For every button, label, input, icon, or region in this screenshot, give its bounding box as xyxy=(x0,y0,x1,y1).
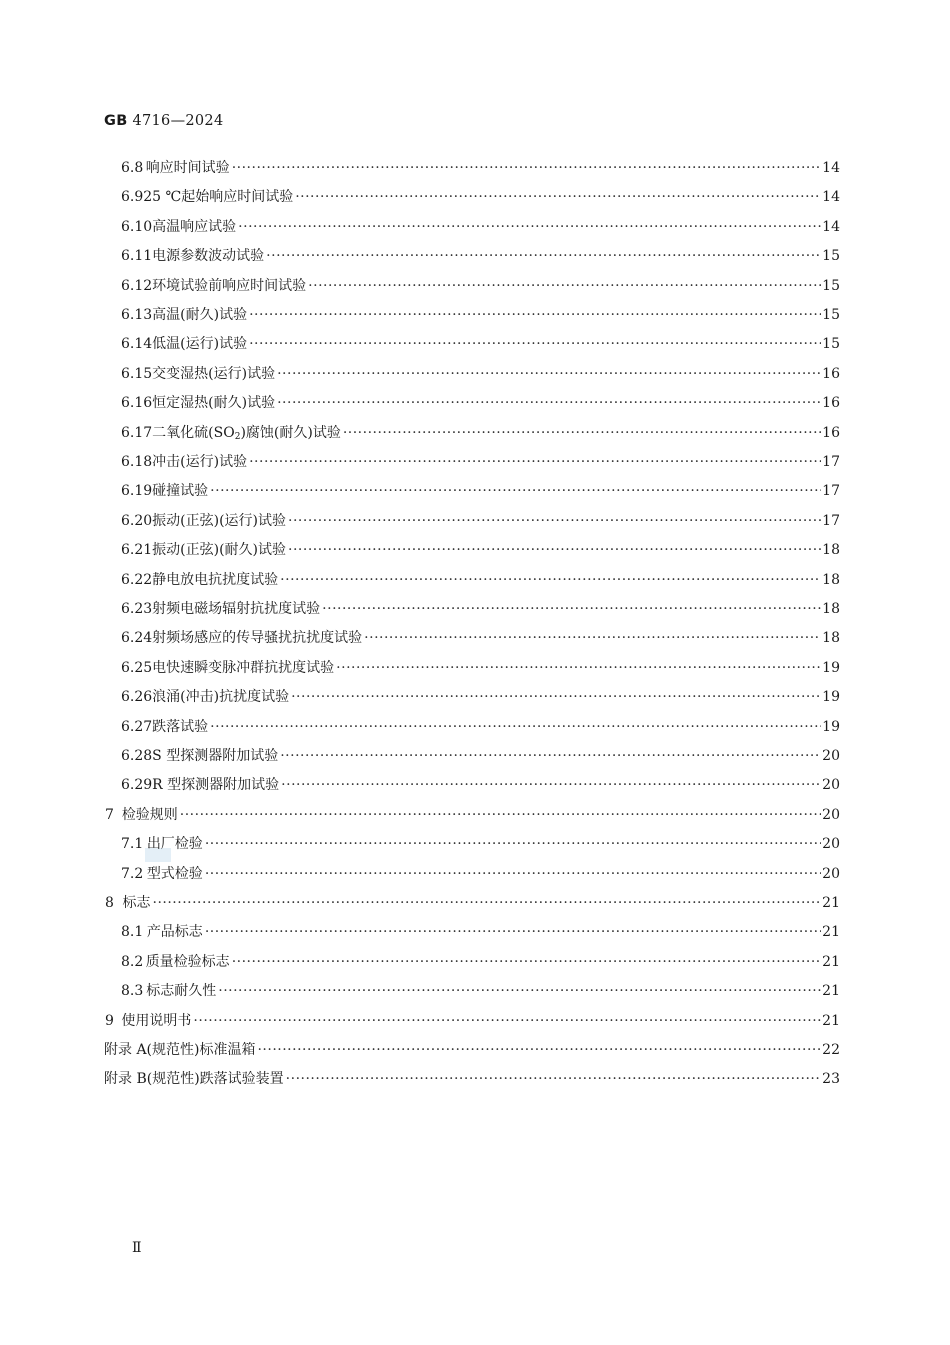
page-number: Ⅱ xyxy=(132,1240,142,1256)
toc-entry[interactable] xyxy=(105,892,840,914)
toc-page-number: 16 xyxy=(822,395,840,412)
toc-entry[interactable] xyxy=(121,157,840,179)
toc-entry[interactable] xyxy=(121,833,840,855)
toc-leader-dots xyxy=(180,804,821,826)
toc-entry[interactable] xyxy=(121,275,840,297)
toc-leader-dots xyxy=(295,186,821,208)
toc-entry[interactable] xyxy=(121,510,840,532)
toc-number: 6.8 xyxy=(121,160,144,176)
toc-page-number: 19 xyxy=(822,689,840,706)
toc-number: 8.3 xyxy=(121,983,144,1000)
toc-title: 恒定湿热(耐久)试验 xyxy=(152,395,276,412)
toc-page-number: 17 xyxy=(822,512,840,529)
toc-number: 6.14 xyxy=(121,336,153,353)
toc-entry[interactable] xyxy=(121,686,840,708)
toc-entry[interactable] xyxy=(121,921,840,943)
toc-number: 6.16 xyxy=(121,395,153,412)
toc-title: 响应时间试验 xyxy=(145,160,230,176)
toc-number: 6.17 xyxy=(121,424,153,441)
toc-title: 标志 xyxy=(122,895,151,911)
toc-number: 7 xyxy=(105,806,114,823)
toc-page-number: 19 xyxy=(822,659,840,676)
toc-title: 冲击(运行)试验 xyxy=(152,454,248,470)
toc-number: 6.26 xyxy=(121,689,153,706)
toc-title: S 型探测器附加试验 xyxy=(152,748,279,764)
toc-leader-dots xyxy=(288,539,821,561)
toc-leader-dots xyxy=(205,833,821,855)
toc-number: 6.25 xyxy=(121,659,153,676)
toc-leader-dots xyxy=(232,951,821,973)
toc-number: 6.9 xyxy=(121,189,144,206)
toc-entry[interactable] xyxy=(104,1039,840,1061)
toc-number: 6.20 xyxy=(121,512,153,529)
toc-page-number: 14 xyxy=(822,189,840,206)
toc-entry[interactable] xyxy=(121,627,840,649)
toc-title: 标准温箱 xyxy=(199,1042,256,1058)
toc-title: 高温(耐久)试验 xyxy=(152,307,248,323)
toc-entry[interactable] xyxy=(121,716,840,738)
toc-leader-dots xyxy=(153,892,822,914)
toc-number: 8 xyxy=(105,895,114,911)
toc-number: 6.18 xyxy=(121,454,153,470)
toc-number: 6.22 xyxy=(121,571,153,588)
toc-leader-dots xyxy=(281,774,821,796)
toc-title: R 型探测器附加试验 xyxy=(152,777,280,794)
toc-leader-dots xyxy=(218,980,821,1002)
toc-page-number: 17 xyxy=(822,483,840,500)
toc-title: 使用说明书 xyxy=(121,1012,192,1029)
toc-page-number: 18 xyxy=(822,542,840,559)
toc-entry[interactable] xyxy=(121,392,840,414)
toc-title: 电源参数波动试验 xyxy=(152,248,265,265)
toc-number: 7.2 xyxy=(121,865,144,882)
toc-title: 质量检验标志 xyxy=(145,953,230,970)
toc-page-number: 18 xyxy=(822,601,840,617)
toc-title: 25 ℃起始响应时间试验 xyxy=(143,189,294,206)
toc-page-number: 19 xyxy=(822,718,840,735)
toc-page-number: 15 xyxy=(822,307,840,323)
toc-number: 附录 A(规范性) xyxy=(104,1042,200,1058)
toc-number: 8.2 xyxy=(121,953,144,970)
toc-number: 8.1 xyxy=(121,924,144,941)
toc-page-number: 16 xyxy=(822,424,840,441)
document-header xyxy=(104,113,224,129)
toc-page-number: 21 xyxy=(822,953,840,970)
toc-leader-dots xyxy=(249,451,821,473)
toc-number: 6.12 xyxy=(121,277,153,294)
toc-number: 6.24 xyxy=(121,630,153,647)
toc-number: 7.1 xyxy=(121,836,144,853)
toc-title: 静电放电抗扰度试验 xyxy=(152,571,279,588)
toc-leader-dots xyxy=(249,304,821,326)
toc-number: 6.11 xyxy=(121,248,153,265)
standard-number: 4716—2024 xyxy=(132,113,224,129)
toc-entry[interactable] xyxy=(121,245,840,267)
toc-leader-dots xyxy=(266,245,821,267)
toc-leader-dots xyxy=(280,569,821,591)
toc-page-number: 20 xyxy=(822,748,840,764)
toc-leader-dots xyxy=(288,510,821,532)
standard-code: GB xyxy=(104,113,128,129)
toc-page-number: 15 xyxy=(822,248,840,265)
toc-title: 跌落试验装置 xyxy=(199,1071,284,1088)
toc-entry[interactable] xyxy=(121,863,840,885)
toc-page-number: 20 xyxy=(822,836,840,853)
toc-page-number: 20 xyxy=(822,865,840,882)
toc-leader-dots xyxy=(277,363,821,385)
toc-entry[interactable] xyxy=(121,363,840,385)
toc-title: 射频电磁场辐射抗扰度试验 xyxy=(152,601,321,617)
toc-entry[interactable] xyxy=(121,186,840,208)
toc-title: 交变湿热(运行)试验 xyxy=(152,365,276,382)
toc-page-number: 20 xyxy=(822,806,840,823)
toc-entry[interactable] xyxy=(121,304,840,326)
toc-title: 浪涌(冲击)抗扰度试验 xyxy=(152,689,290,706)
toc-number: 附录 B(规范性) xyxy=(104,1071,200,1088)
toc-page-number: 18 xyxy=(822,630,840,647)
toc-page-number: 15 xyxy=(822,277,840,294)
toc-entry[interactable] xyxy=(105,804,840,826)
toc-leader-dots xyxy=(308,275,821,297)
toc-leader-dots xyxy=(210,480,821,502)
toc-title: 高温响应试验 xyxy=(152,218,237,235)
toc-leader-dots xyxy=(249,333,821,355)
toc-leader-dots xyxy=(205,921,821,943)
toc-title: 碰撞试验 xyxy=(152,483,209,500)
toc-number: 6.29 xyxy=(121,777,153,794)
toc-leader-dots xyxy=(336,657,821,679)
toc-leader-dots xyxy=(286,1068,822,1090)
toc-title: 低温(运行)试验 xyxy=(152,336,248,353)
toc-leader-dots xyxy=(210,716,821,738)
toc-leader-dots xyxy=(322,598,821,620)
toc-leader-dots xyxy=(205,863,821,885)
toc-title: 标志耐久性 xyxy=(146,983,217,1000)
toc-leader-dots xyxy=(291,686,821,708)
toc-entry[interactable] xyxy=(121,539,840,561)
toc-entry[interactable] xyxy=(104,1068,840,1090)
toc-leader-dots xyxy=(280,745,821,767)
toc-title: 环境试验前响应时间试验 xyxy=(152,277,307,294)
toc-leader-dots xyxy=(277,392,821,414)
toc-number: 6.21 xyxy=(121,542,153,559)
toc-title: 射频场感应的传导骚扰抗扰度试验 xyxy=(152,630,363,647)
toc-page-number: 23 xyxy=(822,1071,840,1088)
toc-entry[interactable] xyxy=(121,745,840,767)
toc-leader-dots xyxy=(238,216,821,238)
toc-page-number: 21 xyxy=(822,1012,840,1029)
toc-entry[interactable] xyxy=(121,333,840,355)
toc-entry[interactable] xyxy=(121,980,840,1002)
toc-title: 电快速瞬变脉冲群抗扰度试验 xyxy=(152,659,335,676)
toc-number: 9 xyxy=(105,1012,114,1029)
toc-title: 出厂检验 xyxy=(146,836,203,853)
toc-title: 振动(正弦)(运行)试验 xyxy=(152,512,287,529)
toc-page-number: 14 xyxy=(822,160,840,176)
toc-page-number: 22 xyxy=(822,1042,840,1058)
toc-page-number: 20 xyxy=(822,777,840,794)
toc-title: 型式检验 xyxy=(146,865,203,882)
toc-entry[interactable] xyxy=(121,774,840,796)
toc-entry[interactable] xyxy=(105,1010,840,1032)
toc-number: 6.28 xyxy=(121,748,153,764)
toc-title: 跌落试验 xyxy=(152,718,209,735)
toc-entry[interactable] xyxy=(121,657,840,679)
toc-entry[interactable] xyxy=(121,451,840,473)
toc-page-number: 14 xyxy=(822,218,840,235)
toc-entry[interactable] xyxy=(121,569,840,591)
toc-number: 6.27 xyxy=(121,718,153,735)
toc-entry[interactable] xyxy=(121,951,840,973)
toc-leader-dots xyxy=(232,157,821,179)
toc-entry[interactable] xyxy=(121,480,840,502)
toc-page-number: 21 xyxy=(822,924,840,941)
toc-number: 6.10 xyxy=(121,218,153,235)
toc-number: 6.13 xyxy=(121,307,153,323)
toc-page-number: 15 xyxy=(822,336,840,353)
toc-page-number: 16 xyxy=(822,365,840,382)
toc-title: 产品标志 xyxy=(146,924,203,941)
toc-leader-dots xyxy=(364,627,821,649)
toc-page-number: 17 xyxy=(822,454,840,470)
toc-number: 6.23 xyxy=(121,601,153,617)
toc-leader-dots xyxy=(343,422,821,444)
toc-page-number: 18 xyxy=(822,571,840,588)
toc-leader-dots xyxy=(193,1010,821,1032)
toc-entry[interactable] xyxy=(121,422,840,444)
toc-title: 二氧化硫$(SO_2)$腐蚀(耐久)试验 xyxy=(152,424,341,442)
toc-leader-dots xyxy=(257,1039,821,1061)
toc-page-number: 21 xyxy=(822,895,840,911)
toc-page-number: 21 xyxy=(822,983,840,1000)
toc-entry[interactable] xyxy=(121,598,840,620)
toc-number: 6.15 xyxy=(121,365,153,382)
toc-title: 振动(正弦)(耐久)试验 xyxy=(152,542,287,559)
toc-number: 6.19 xyxy=(121,483,153,500)
toc-entry[interactable] xyxy=(121,216,840,238)
toc-title: 检验规则 xyxy=(121,806,178,823)
